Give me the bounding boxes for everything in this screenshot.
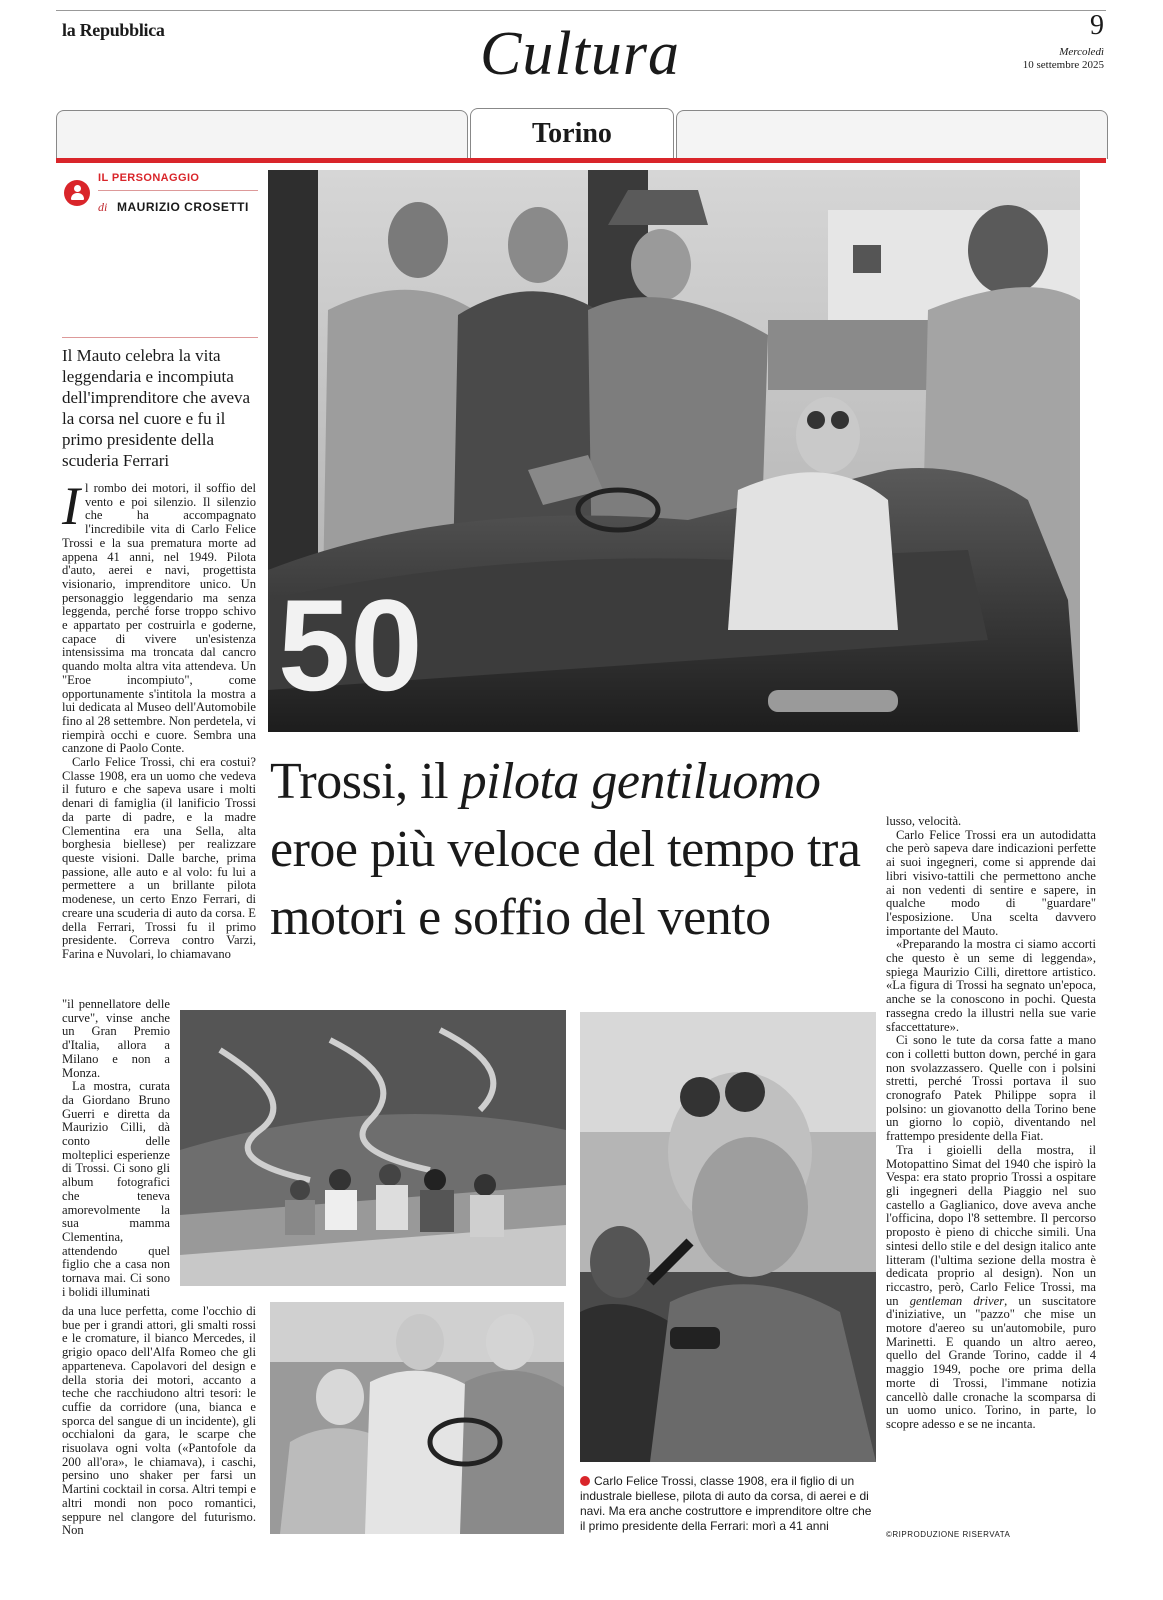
- body-column-1: [62, 476, 256, 962]
- photo-trossi-portrait: [580, 1012, 876, 1462]
- lead-rule: [62, 337, 258, 338]
- headline: Trossi, il pilota gentiluomo eroe più veloce del tempo tra motori e soffio del vento: [270, 753, 861, 946]
- body-column-1-narrow: [62, 998, 170, 1299]
- paragraph-r2: Carlo Felice Trossi era un autodidatta che però sapeva dare indicazioni perfette ai suoi ingegneri, come si apprende dai libri visivo-tattili che permettono anche ai non vedenti di sentire e sapere, in qualche modo di "guardare" l'esposizione. Una scelta davvero importante del Mauto.: [886, 827, 1096, 938]
- top-rule: [56, 10, 1106, 11]
- headline-italic: pilota gentiluomo: [460, 753, 821, 810]
- city-tab: Torino: [470, 108, 674, 159]
- author-name: MAURIZIO CROSETTI: [117, 200, 249, 214]
- caption-text: Carlo Felice Trossi, classe 1908, era il figlio di un industrale biellese, pilota di auto da corsa, di aerei e di navi. Ma era anche costruttore e imprenditore oltre che il primo presidente della Ferrari: morì a 41 anni: [580, 1474, 872, 1533]
- body-column-1-bottom: [62, 1305, 256, 1538]
- section-rule: [56, 158, 1106, 163]
- paragraph-r4: Ci sono le tute da corsa fatte a mano con i colletti button down, perché in gara non svolazzassero. Quelle con i polsini stretti, perché Trossi portava il suo cronografo Patek Philippe sopra il polsino: un giovanotto della Torino bene un giorno lo copiò, diventando nel frattempo presidente della Fiat.: [886, 1033, 1096, 1144]
- copyright-notice: ©RIPRODUZIONE RISERVATA: [886, 1530, 1011, 1539]
- newspaper-name[interactable]: la Repubblica: [62, 20, 165, 40]
- paragraph-2: Carlo Felice Trossi, chi era costui? Classe 1908, era un uomo che vedeva il futuro e che sapeva usare i molti denari di famiglia (il lanificio Trossi da parte di padre, e la madre Clementina era una Sella, alta borghesia biellese) per realizzare queste visioni. Dalle barche, prima passione, alle auto e al volo: fu lui a permettere a un brillante pilota modenese, un certo Enzo Ferrari, di creare una scuderia di auto da corsa. E della Ferrari, Trossi fu il primo presidente. Correva contro Varzi, Farina e Nuvolari, lo chiamavano: [62, 755, 256, 961]
- section-title: Cultura: [480, 20, 680, 88]
- caption-dot-icon: [580, 1476, 590, 1486]
- issue-date: 10 settembre 2025: [1022, 59, 1104, 71]
- paragraph-3-cont: da una luce perfetta, come l'occhio di bue per i grandi attori, gli smalti rossi e le cromature, il bianco Mercedes, il grigio opaco dell'Alfa Romeo che gli apparteneva. Capolavori del design e della storia dei motori, accanto a teche che racchiudono altri tesori: le cuffie da corridore (una, bianca e sporca del sangue di un incidente), gli occhialoni da gara, le scarpe che risuolava ogni volta («Pantofole da 200 all'ora», le chiamava), i caschi, persino uno shaker per farsi un Martini cocktail in corsa. Altri tempi e altri mondi non poco romantici, seppure nel clangore del futurismo. Non: [62, 1304, 256, 1538]
- tab-bar-right: [676, 110, 1108, 159]
- drop-cap: I: [62, 476, 80, 536]
- kicker-rule: [98, 190, 258, 191]
- page-number: 9: [1090, 10, 1104, 41]
- author-prefix: di: [98, 200, 108, 214]
- paragraph-1: l rombo dei motori, il soffio del vento e poi silenzio. Il silenzio che ha accompagnato l'incredibile vita di Carlo Felice Trossi e la sua prematura morte ad appena 41 anni, nel 1949. Pilota d'auto, aerei e navi, progettista visionario, imprenditore unico. Un personaggio leggendario ma senza leggenda, perché forse troppo schivo e appartato per costruirla e goderne, capace di vivere un'esistenza intensissima ma troncata dal cancro quando molta altra vita attendeva. Un "Eroe incompiuto", come opportunamente s'intitola la mostra a lui dedicata al Museo dell'Automobile fino al 28 settembre. Non perdetela, vi riempirà occhi e cuore. Sembra una canzone di Paolo Conte.: [62, 481, 256, 756]
- article-summary: Il Mauto celebra la vita leggendaria e incompiuta dell'imprenditore che aveva la corsa nel cuore e fu il primo presidente della scuderia Ferrari: [62, 346, 251, 470]
- kicker-label: IL PERSONAGGIO: [98, 172, 200, 184]
- body-column-right: [886, 815, 1096, 1432]
- paragraph-3: La mostra, curata da Giordano Bruno Guerri e diretta da Maurizio Cilli, dà conto delle molteplici esperienze di Trossi. Ci sono gli album fotografici che teneva amorevolmente la sua mamma Clementina, attendendo quel figlio che a casa non tornava mai. Ci sono i bolidi illuminati: [62, 1079, 170, 1299]
- paragraph-2-cont: "il pennellatore delle curve", vinse anche un Gran Premio d'Italia, allora a Milano e non a Monza.: [62, 997, 170, 1080]
- photo-drivers-group: [270, 1302, 564, 1534]
- main-photo-race-car: [268, 170, 1080, 732]
- photo-caption: [580, 1474, 876, 1534]
- paragraph-r1: lusso, velocità.: [886, 814, 962, 828]
- photo-mountain-road: [180, 1010, 566, 1286]
- issue-day: Mercoledì: [1059, 46, 1104, 58]
- paragraph-r3: «Preparando la mostra ci siamo accorti che questo è un seme di leggenda», spiega Maurizio Cilli, direttore artistico. «La figura di Trossi ha segnato un'epoca, anche se la conoscono in pochi. Questa rassegna credo la illustri nella sue varie sfaccettature».: [886, 937, 1096, 1034]
- race-number: 50: [278, 572, 423, 718]
- tab-bar-left: [56, 110, 468, 159]
- paragraph-r5: Tra i gioielli della mostra, il Motopattino Simat del 1940 che ispirò la Vespa: era stato proprio Trossi a ospitare gli ingegneri della Piaggio nel suo castello a Gaglianico, dove aveva anche l'officina, dopo l'8 settembre. Il percorso proposto è pieno di chicche simili. Una sintesi dello stile e del design italico ante litteram (l'ultima sezione della mostra è dedicata proprio al design). Non un riccastro, però, Carlo Felice Trossi, ma un gentleman driver, un suscitatore d'iniziative, un "pazzo" che mise un motore d'aereo su un'automobile, puro Marinetti. E quando un altro aereo, quello del Grande Torino, cadde il 4 maggio 1949, poche ore prima della morte di Trossi, l'immane notizia cancellò dalle cronache la scomparsa di un uomo unico. Torino, in parte, lo scopre adesso e se ne incanta.: [886, 1142, 1096, 1431]
- person-icon: [64, 180, 90, 206]
